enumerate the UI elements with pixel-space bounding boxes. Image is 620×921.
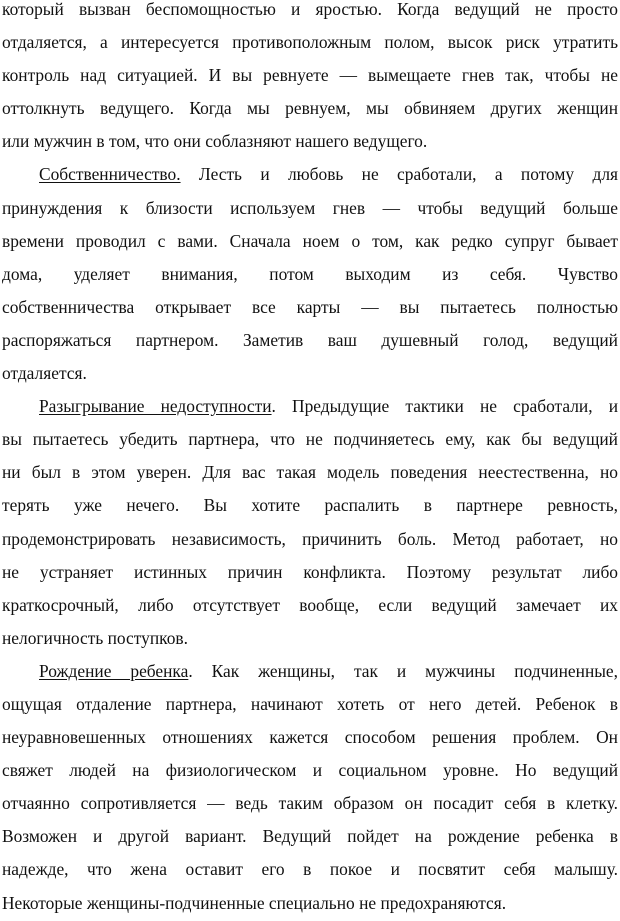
text-line: или мужчин в том, что они соблазняют нашего ведущего. bbox=[2, 131, 428, 152]
paragraph-possessiveness bbox=[2, 158, 618, 390]
term-having-child: Рождение ребенка bbox=[39, 660, 189, 681]
text-line: ощущая отдаление партнера, начинают хотеть от него детей. Ребенок в bbox=[2, 693, 618, 714]
text-line: контроль над ситуацией. И вы ревнуете — вымещаете гнев так, чтобы не bbox=[2, 65, 618, 86]
text-line: ни был в этом уверен. Для вас такая модель поведения неестественна, но bbox=[2, 462, 618, 483]
text-line: не устраняет истинных причин конфликта. Поэтому результат либо bbox=[2, 561, 618, 582]
text-line: который вызван беспомощностью и яростью. Когда ведущий не просто bbox=[2, 0, 618, 19]
text-line: неуравновешенных отношениях кажется способом решения проблем. Он bbox=[2, 727, 618, 748]
text-line: распоряжаться партнером. Заметив ваш душевный голод, ведущий bbox=[2, 329, 618, 350]
text-line: надежде, что жена оставит его в покое и посвятит себя малышу. bbox=[2, 859, 618, 880]
text-line: Возможен и другой вариант. Ведущий пойдет на рождение ребенка в bbox=[2, 826, 618, 847]
paragraph-jealousy-continuation bbox=[2, 0, 618, 158]
paragraph-playing-unavailable bbox=[2, 390, 618, 655]
text-run: . Предыдущие тактики не сработали, и bbox=[271, 396, 618, 417]
text-line: нелогичность поступков. bbox=[2, 627, 188, 648]
text-line: вы пытаетесь убедить партнера, что не подчиняетесь ему, как бы ведущий bbox=[2, 429, 618, 450]
text-line: краткосрочный, либо отсутствует вообще, если ведущий замечает их bbox=[2, 594, 618, 615]
text-line bbox=[2, 655, 618, 688]
text-line: времени проводил с вами. Сначала ноем о том, как редко супруг бывает bbox=[2, 230, 618, 251]
text-run: . Как женщины, так и мужчины подчиненные, bbox=[188, 660, 618, 681]
text-line: отчаянно сопротивляется — ведь таким образом он посадит себя в клетку. bbox=[2, 793, 618, 814]
text-line: принуждения к близости используем гнев — чтобы ведущий больше bbox=[2, 197, 618, 218]
text-line: свяжет людей на физиологическом и социальном уровне. Но ведущий bbox=[2, 760, 618, 781]
text-line: отдаляется, а интересуется противоположным полом, высок риск утратить bbox=[2, 32, 618, 53]
paragraph-having-child bbox=[2, 655, 618, 920]
text-line bbox=[2, 158, 618, 191]
text-line: продемонстрировать независимость, причинить боль. Метод работает, но bbox=[2, 528, 618, 549]
text-line bbox=[2, 390, 618, 423]
text-line: Некоторые женщины-подчиненные специально не предохраняются. bbox=[2, 892, 507, 913]
term-playing-unavailable: Разыгрывание недоступности bbox=[39, 396, 272, 417]
text-line: дома, уделяет внимания, потом выходим из себя. Чувство bbox=[2, 263, 618, 284]
text-run: Лесть и любовь не сработали, а потому для bbox=[180, 164, 618, 185]
text-line: собственничества открывает все карты — вы пытаетесь полностью bbox=[2, 296, 618, 317]
term-possessiveness: Собственничество. bbox=[39, 164, 181, 185]
text-line: отдаляется. bbox=[2, 363, 87, 384]
text-line: оттолкнуть ведущего. Когда мы ревнуем, мы обвиняем других женщин bbox=[2, 98, 618, 119]
text-line: терять уже нечего. Вы хотите распалить в партнере ревность, bbox=[2, 495, 618, 516]
